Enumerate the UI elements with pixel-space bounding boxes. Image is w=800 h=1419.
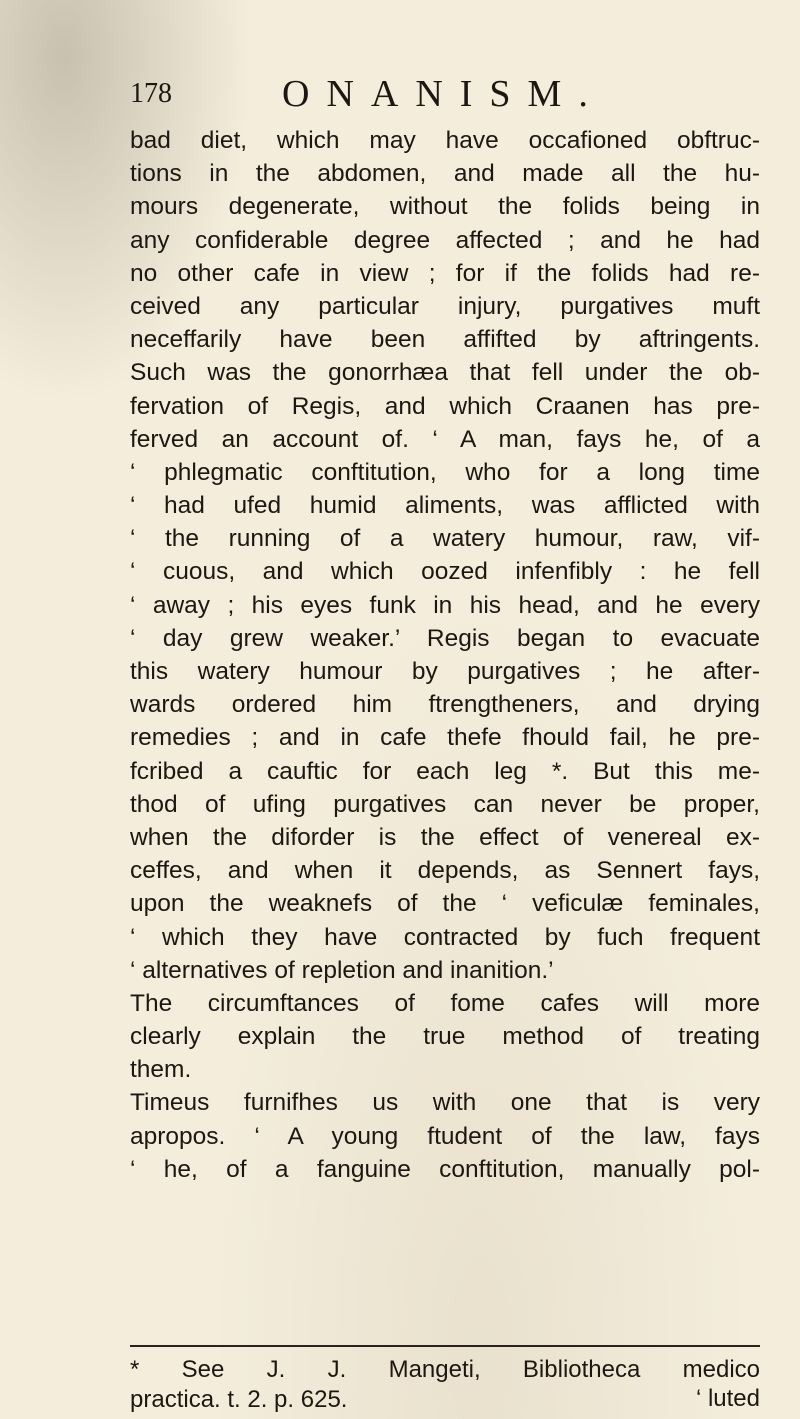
footnote-line: practica. t. 2. p. 625. xyxy=(130,1386,348,1413)
text-line: mours degenerate, without the folids being in xyxy=(130,193,760,221)
text-line: bad diet, which may have occafioned obftruc- xyxy=(130,127,760,154)
text-line: upon the weaknefs of the ‘ veficulæ feminales, xyxy=(130,890,760,918)
running-head xyxy=(130,72,730,115)
text-line: no other cafe in view ; for if the folids had re- xyxy=(130,259,760,287)
text-line: wards ordered him ftrengtheners, and drying xyxy=(130,691,760,719)
text-line: The circumftances of fome cafes will more xyxy=(130,989,760,1017)
catchword: ‘ luted xyxy=(695,1385,760,1412)
text-line: ‘ day grew weaker.’ Regis began to evacuate xyxy=(130,624,760,652)
text-line: any confiderable degree affected ; and he had xyxy=(130,226,760,254)
footnote-rule xyxy=(130,1345,760,1347)
text-line: Timeus furnifhes us with one that is very xyxy=(130,1089,760,1117)
text-line: ‘ away ; his eyes funk in his head, and he every xyxy=(130,591,760,619)
text-line: when the diforder is the effect of venereal ex- xyxy=(130,823,760,851)
text-line: ‘ alternatives of repletion and inanition.’ xyxy=(130,956,554,984)
text-line: neceffarily have been affifted by aftringents. xyxy=(130,326,760,354)
text-line: remedies ; and in cafe thefe fhould fail, he pre- xyxy=(130,724,760,752)
text-line: Such was the gonorrhæa that fell under the ob- xyxy=(130,359,760,387)
footnote-line: * See J. J. Mangeti, Bibliotheca medico xyxy=(130,1356,760,1383)
text-line: ceived any particular injury, purgatives muft xyxy=(130,292,760,320)
text-line: fervation of Regis, and which Craanen has pre- xyxy=(130,392,760,420)
page-number: 178 xyxy=(130,78,172,109)
text-line: ‘ the running of a watery humour, raw, vif- xyxy=(130,525,760,553)
text-line: ‘ had ufed humid aliments, was afflicted with xyxy=(130,492,760,520)
text-line: ‘ phlegmatic conftitution, who for a long time xyxy=(130,458,760,486)
body-text xyxy=(130,124,760,1186)
text-line: clearly explain the true method of treating xyxy=(130,1023,760,1051)
text-line: them. xyxy=(130,1056,192,1084)
text-line: ceffes, and when it depends, as Sennert fays, xyxy=(130,857,760,885)
text-line: thod of ufing purgatives can never be proper, xyxy=(130,790,760,818)
text-line: apropos. ‘ A young ftudent of the law, fays xyxy=(130,1122,760,1150)
footnote xyxy=(130,1355,760,1415)
text-line: ‘ cuous, and which oozed infenfibly : he fell xyxy=(130,558,760,586)
running-title: ONANISM. xyxy=(282,73,605,115)
text-line: tions in the abdomen, and made all the hu- xyxy=(130,160,760,188)
text-line: ‘ which they have contracted by fuch frequent xyxy=(130,923,760,951)
text-line: ‘ he, of a fanguine conftitution, manually pol- xyxy=(130,1155,760,1183)
text-line: ferved an account of. ‘ A man, fays he, of a xyxy=(130,425,760,453)
text-line: fcribed a cauftic for each leg *. But this me- xyxy=(130,757,760,785)
text-line: this watery humour by purgatives ; he after- xyxy=(130,658,760,685)
